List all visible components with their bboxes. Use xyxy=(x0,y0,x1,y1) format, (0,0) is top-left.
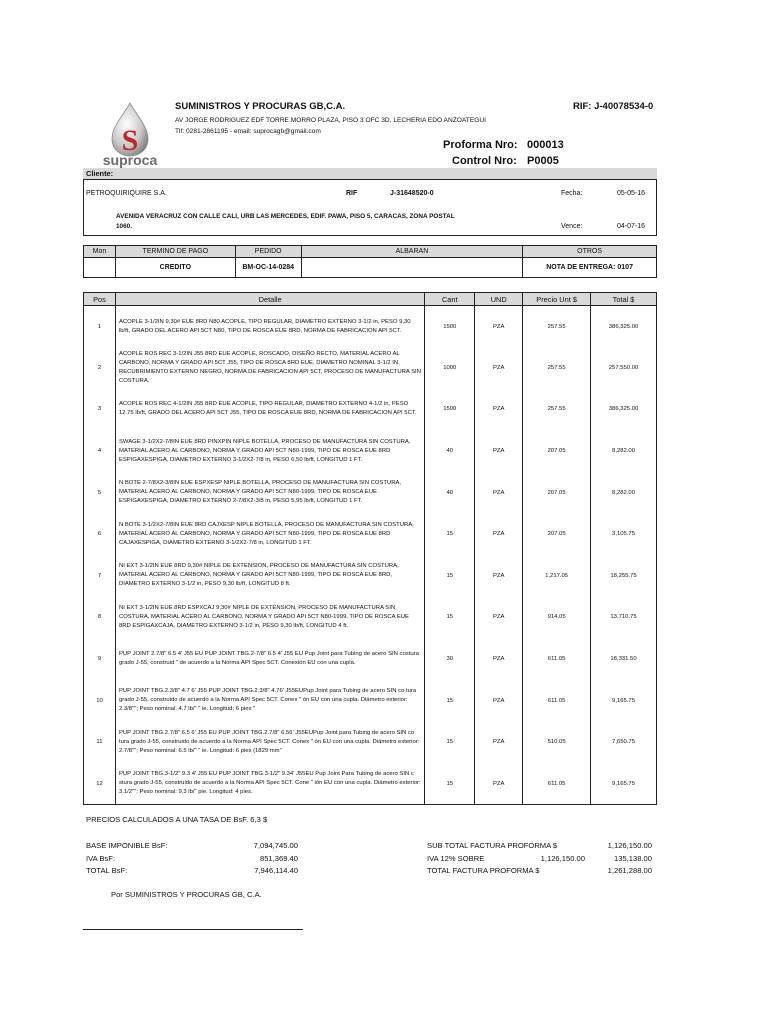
row-cant: 30 xyxy=(425,638,475,680)
row-detail: ACOPLE ROS REC 3-1/2IN J55 8RD EUE ACOPLE, ROSCADO, DISEÑO RECTO, MATERIAL ACERO AL CARBONO, NORMA Y GRADO API 5CT J55, TIPO DE ROSCA 8RD EUE, DIAMETRO NOMINAL 3-1/2 IN, RECUBRIMIENTO EXTERNO NEGRO, NORMA DE FABRICACION API 5CT, PROCESO DE MANUFACTURA SIN COSTURA. xyxy=(115,347,424,389)
col-und: UND xyxy=(475,293,523,306)
row-price: 1,217.05 xyxy=(523,555,591,597)
items-table xyxy=(83,292,657,805)
row-total: 9,165.75 xyxy=(591,763,657,805)
row-total: 7,650.75 xyxy=(591,721,657,763)
row-und: PZA xyxy=(475,638,523,680)
svg-text:suproca: suproca xyxy=(102,152,158,168)
row-cant: 15 xyxy=(425,721,475,763)
row-detail: PUP JOINT TBG.2.3/8" 4.7 6' J55 PUP JOINT TBG.2.3/8" 4.76' J55EUPup Joint para Tubing de acero SIN co tura grado J-55, construido de acuerdo a la Norma API Spec 5CT. Conex " ón EU con una cupla. Diámetro exterior: 2.3/8""; Peso nominal: 4.7 lb/" " ie. Longitud: 6 pies " xyxy=(115,680,424,722)
row-price: 611.05 xyxy=(523,638,591,680)
row-und: PZA xyxy=(475,513,523,555)
row-pos: 12 xyxy=(84,763,116,805)
signature-line xyxy=(83,929,303,930)
row-und: PZA xyxy=(475,763,523,805)
table-row xyxy=(84,389,657,431)
row-total: 3,105.75 xyxy=(591,513,657,555)
col-precio: Precio Unt $ xyxy=(523,293,591,306)
client-header: Cliente: xyxy=(83,168,657,180)
iva12-label: IVA 12% SOBRE xyxy=(427,854,485,863)
row-detail: NI EXT 3-1/2IN EUE 8RD ESPXCAJ 9,30# NIPLE DE EXTENSION, PROCESO DE MANUFACTURA SIN COSTURA, MATERIAL ACERO AL CARBONO, NORMA Y GRADO API 5CT N80-1999, TIPO DE ROSCA EUE 8RD ESPIGAXCAJA, DIAMETRO EXTERNO 3-1/2 in, PESO 9,30 lb/ft, LONGITUD 4 ft. xyxy=(115,597,424,639)
total-bsf-value: 7,946,114.40 xyxy=(254,866,298,875)
row-cant: 1500 xyxy=(425,389,475,431)
iva-bsf-label: IVA BsF: xyxy=(86,854,115,863)
company-address: AV JORGE RODRIGUEZ EDF TORRE MORRO PLAZA, PISO 3 OFC 3D, LECHERIA EDO ANZOATEGUI xyxy=(175,117,486,124)
row-pos: 7 xyxy=(84,555,116,597)
row-total: 257,550.00 xyxy=(591,347,657,389)
iva12-base: 1,126,150.00 xyxy=(540,854,585,863)
terms-pago: CREDITO xyxy=(115,258,235,278)
table-row xyxy=(84,430,657,472)
row-detail: NI EXT 3-1/2IN EUE 8RD 9,30# NIPLE DE EXTENSION, PROCESO DE MANUFACTURA SIN COSTURA, MATERIAL ACERO AL CARBONO, NORMA Y GRADO API 5CT N80-1999, TIPO DE ROSCA EUE 8RD, DIAMETRO EXTERNO 3-1/2 in, PESO 9,30 lb/ft, LONGITUD 8 ft. xyxy=(115,555,424,597)
client-address: AVENIDA VERACRUZ CON CALLE CALI, URB LAS MERCEDES, EDIF. PAWA, PISO 5, CARACAS, ZONA POSTAL 1060. xyxy=(116,213,455,230)
row-und: PZA xyxy=(475,430,523,472)
row-detail: N BOTE 2-7/8X2-3/8IN EUE ESPXESP NIPLE BOTELLA, PROCESO DE MANUFACTURA SIN COSTURA, MATERIAL ACERO AL CARBONO, NORMA Y GRADO API 5CT N80-1999, TIPO DE ROSCA EUE ESPIGAXESPIGA, DIAMETRO EXTERNO 2-7/8X2-3/8 in, PESO 5,95 lb/ft, LONGITUD 1 FT. xyxy=(115,472,424,514)
row-total: 18,255.75 xyxy=(591,555,657,597)
row-price: 914.05 xyxy=(523,597,591,639)
row-und: PZA xyxy=(475,721,523,763)
table-row xyxy=(84,306,657,348)
client-rif: J-31648520-0 xyxy=(390,190,434,197)
terms-header-otros: OTROS xyxy=(523,246,657,258)
row-und: PZA xyxy=(475,597,523,639)
subtotal-label: SUB TOTAL FACTURA PROFORMA $ xyxy=(427,841,558,850)
row-price: 611.05 xyxy=(523,680,591,722)
company-contact: Tlf: 0281-2861195 - email: suprocagb@gmail.com xyxy=(175,128,321,135)
terms-albaran xyxy=(301,258,523,278)
row-price: 257.55 xyxy=(523,347,591,389)
table-row xyxy=(84,472,657,514)
terms-header-pedido: PEDIDO xyxy=(235,246,301,258)
row-total: 18,331.50 xyxy=(591,638,657,680)
row-price: 611.05 xyxy=(523,763,591,805)
row-pos: 6 xyxy=(84,513,116,555)
total-bsf-label: TOTAL BsF: xyxy=(86,866,128,875)
row-total: 386,325.00 xyxy=(591,306,657,348)
row-pos: 8 xyxy=(84,597,116,639)
terms-pedido: BM-OC-14-0284 xyxy=(235,258,301,278)
row-und: PZA xyxy=(475,555,523,597)
row-cant: 1500 xyxy=(425,306,475,348)
vence-value: 04-07-16 xyxy=(617,223,646,230)
row-detail: SWAGE 3-1/2X2-7/8IN EUE 8RD PINXPIN NIPLE BOTELLA, PROCESO DE MANUFACTURA SIN COSTURA, MATERIAL ACERO AL CARBONO, NORMA Y GRADO API 5CT N80-1999, TIPO DE ROSCA EUE 8RD ESPIGAXESPIGA, DIAMETRO EXTERNO 3-1/2X2-7/8 in, PESO 6,50 lb/ft, LONGITUD 1 FT. xyxy=(115,430,424,472)
client-name: PETROQUIRIQUIRE S.A. xyxy=(86,190,167,197)
table-row xyxy=(84,597,657,639)
terms-header-albaran: ALBARAN xyxy=(301,246,523,258)
col-cant: Cant xyxy=(425,293,475,306)
col-pos: Pos xyxy=(84,293,116,306)
table-row xyxy=(84,680,657,722)
row-pos: 4 xyxy=(84,430,116,472)
rate-note: PRECIOS CALCULADOS A UNA TASA DE BsF. 6,3 $ xyxy=(86,815,268,824)
fecha-label: Fecha: xyxy=(561,190,583,197)
row-pos: 9 xyxy=(84,638,116,680)
signature-text: Por SUMINISTROS Y PROCURAS GB, C.A. xyxy=(111,890,262,899)
control-number: P0005 xyxy=(527,155,559,167)
iva12-value: 135,138.00 xyxy=(613,854,652,863)
row-total: 9,165.75 xyxy=(591,680,657,722)
row-pos: 10 xyxy=(84,680,116,722)
terms-otros: NOTA DE ENTREGA: 0107 xyxy=(523,258,657,278)
row-pos: 5 xyxy=(84,472,116,514)
row-total: 8,282.00 xyxy=(591,472,657,514)
row-pos: 1 xyxy=(84,306,116,348)
row-und: PZA xyxy=(475,472,523,514)
row-pos: 11 xyxy=(84,721,116,763)
table-row xyxy=(84,513,657,555)
row-detail: PUP JOINT TBG.2.7/8" 6.5 6' J55 EU PUP JOINT TBG.2.7/8" 6.56' J55EUPup Joint para Tubing de acero SIN co tura grado J-55, construido de acuerdo a la Norma API Spec 5CT. Conex " ón EU con una cupla. Diámetro exterior: 2.7/8""; Peso nominal: 6.5 lb/" " ie. Longitud: 6 pies (1829 mm" xyxy=(115,721,424,763)
row-cant: 15 xyxy=(425,597,475,639)
row-total: 13,710.75 xyxy=(591,597,657,639)
row-und: PZA xyxy=(475,306,523,348)
table-row xyxy=(84,721,657,763)
table-row xyxy=(84,763,657,805)
row-cant: 40 xyxy=(425,472,475,514)
company-rif: RIF: J-40078534-0 xyxy=(573,101,654,112)
base-imponible-label: BASE IMPONIBLE BsF: xyxy=(86,841,168,850)
table-row xyxy=(84,638,657,680)
row-detail: ACOPLE ROS REC 4-1/2IN J55 8RD EUE ACOPLE, TIPO REGULAR, DIAMETRO EXTERNO 4-1/2 in, PESO 12.75 lb/ft, GRADO DEL ACERO API 5CT J55, TIPO DE ROSCA EUE 8RD, NORMA DE FABRICACION API 5CT. xyxy=(115,389,424,431)
row-price: 207.05 xyxy=(523,513,591,555)
row-price: 510.05 xyxy=(523,721,591,763)
row-total: 8,282.00 xyxy=(591,430,657,472)
table-row xyxy=(84,347,657,389)
row-price: 257.55 xyxy=(523,306,591,348)
client-rif-label: RIF xyxy=(346,190,358,197)
row-und: PZA xyxy=(475,680,523,722)
row-cant: 15 xyxy=(425,763,475,805)
row-detail: PUP JOINT 2.7/8" 6.5 4' J55 EU PUP JOINT TBG.2-7/8" 6.5 4' J55 EU Pup Joint para Tubing de acero SIN costura grado J-55, construid " de acuerdo a la Norma API Spec 5CT. Conexión EU con una cupla. xyxy=(115,638,424,680)
table-row xyxy=(84,555,657,597)
row-cant: 15 xyxy=(425,680,475,722)
row-und: PZA xyxy=(475,347,523,389)
row-cant: 40 xyxy=(425,430,475,472)
row-total: 386,325.00 xyxy=(591,389,657,431)
terms-table xyxy=(83,245,657,278)
fecha-value: 05-05-16 xyxy=(617,190,646,197)
row-cant: 15 xyxy=(425,555,475,597)
row-cant: 1000 xyxy=(425,347,475,389)
row-pos: 3 xyxy=(84,389,116,431)
row-price: 257.55 xyxy=(523,389,591,431)
terms-header-mon: Mon xyxy=(84,246,116,258)
iva-bsf-value: 851,369.40 xyxy=(259,854,298,863)
base-imponible-value: 7,094,745.00 xyxy=(253,841,298,850)
terms-mon xyxy=(84,258,116,278)
col-total: Total $ xyxy=(591,293,657,306)
terms-header-pago: TERMINO DE PAGO xyxy=(115,246,235,258)
total-proforma-value: 1,261,288.00 xyxy=(607,866,652,875)
row-cant: 15 xyxy=(425,513,475,555)
col-detalle: Detalle xyxy=(115,293,424,306)
row-detail: N BOTE 3-1/2X2-7/8IN EUE 8RD CAJXESP NIPLE BOTELLA, PROCESO DE MANUFACTURA SIN COSTURA, MATERIAL ACERO AL CARBONO, NORMA Y GRADO API 5CT N80-1999, TIPO DE ROSCA EUE 8RD CAJAXESPIGA, DIAMETRO EXTERNO 3-1/2X2-7/8 in, LONGITUD 1 FT. xyxy=(115,513,424,555)
company-name: SUMINISTROS Y PROCURAS GB,C.A. xyxy=(175,101,346,112)
row-pos: 2 xyxy=(84,347,116,389)
proforma-number: 000013 xyxy=(527,139,564,151)
row-price: 207.05 xyxy=(523,430,591,472)
row-und: PZA xyxy=(475,389,523,431)
row-detail: ACOPLE 3-1/2IN 9,30# EUE 8RD N80 ACOPLE, TIPO REGULAR, DIAMETRO EXTERNO 3-1/2 in, PESO 9,30 lb/ft, GRADO DEL ACERO API 5CT N80, TIPO DE ROSCA EUE 8RD, NORMA DE FABRICACION API 5CT. xyxy=(115,306,424,348)
vence-label: Vence: xyxy=(561,223,583,230)
row-price: 207.05 xyxy=(523,472,591,514)
proforma-label: Proforma Nro: xyxy=(443,139,518,151)
row-detail: PUP JOINT TBG.3-1/2" 9.3 4' J55 EU PUP JOINT TBG.3-1/2" 9.34' J55EU Pup Joint Para Tubing de acero SIN c stura grado J-55, construido de acuerdo a la Norma API Spec 5CT. Cone " ión EU con una cupla. Diámetro exterior: 3.1/2""; Peso nominal: 9.3 lb/" pie. Longitud: 4 pies. xyxy=(115,763,424,805)
company-logo xyxy=(94,101,166,171)
total-proforma-label: TOTAL FACTURA PROFORMA $ xyxy=(427,866,540,875)
subtotal-value: 1,126,150.00 xyxy=(607,841,652,850)
svg-text:S: S xyxy=(121,124,139,157)
control-label: Control Nro: xyxy=(452,155,517,167)
